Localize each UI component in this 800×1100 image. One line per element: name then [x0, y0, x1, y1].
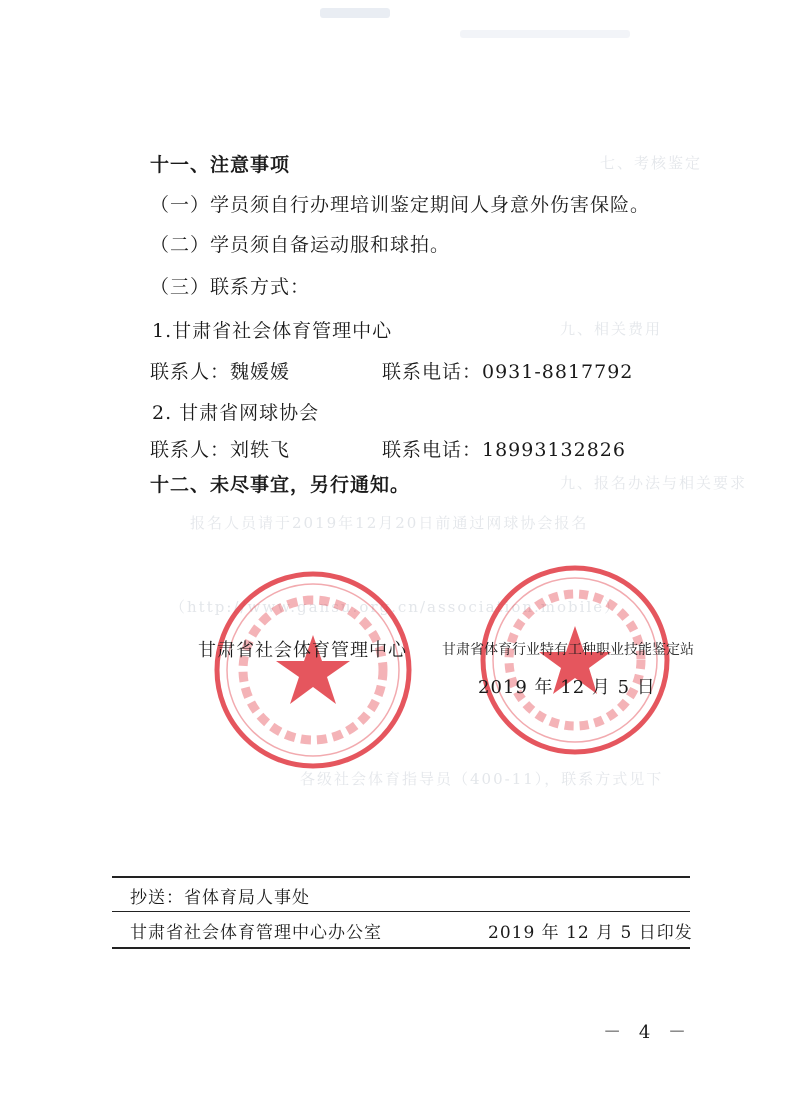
- issue-date: 2019 年 12 月 5 日: [478, 677, 656, 698]
- contact-person-2: 联系人：刘轶飞: [150, 439, 291, 461]
- page-number: － 4 －: [603, 1022, 692, 1043]
- bleed-mark: [320, 8, 390, 18]
- contact-org-2: 2. 甘肃省网球协会: [152, 402, 320, 424]
- footer-rule-bottom: [112, 947, 690, 949]
- issuer-name-1: 甘肃省社会体育管理中心: [198, 640, 407, 661]
- contact-phone-2: 联系电话：18993132826: [382, 439, 626, 461]
- section-11-title: 十一、注意事项: [150, 154, 291, 176]
- footer-rule-middle: [112, 911, 690, 912]
- issuing-office: 甘肃省社会体育管理中心办公室: [130, 923, 382, 943]
- bleed-mark: [460, 30, 630, 38]
- notice-item-1: （一）学员须自行办理培训鉴定期间人身意外伤害保险。: [150, 194, 651, 216]
- bleed-through-text: 各级社会体育指导员（400-11），联系方式见下: [300, 770, 664, 788]
- bleed-through-text: 九、相关费用: [560, 320, 663, 338]
- bleed-through-text: 九、报名办法与相关要求: [560, 474, 748, 492]
- official-seal-2: [475, 560, 675, 760]
- contact-org-1: 1.甘肃省社会体育管理中心: [152, 320, 393, 342]
- bleed-through-text: （http://www.gansu.org.cn/association.mobile）: [170, 598, 622, 616]
- issuer-name-2: 甘肃省体育行业特有工种职业技能鉴定站: [442, 642, 694, 658]
- section-12-title: 十二、未尽事宜，另行通知。: [150, 474, 411, 496]
- contact-person-1: 联系人：魏媛媛: [150, 361, 291, 383]
- notice-item-2: （二）学员须自备运动服和球拍。: [150, 234, 451, 256]
- official-seal-1: [208, 565, 418, 775]
- print-date: 2019 年 12 月 5 日印发: [488, 923, 693, 943]
- notice-item-3: （三）联系方式：: [150, 276, 311, 298]
- cc-line: 抄送：省体育局人事处: [130, 888, 310, 908]
- footer-rule-top: [112, 876, 690, 878]
- bleed-through-text: 报名人员请于2019年12月20日前通过网球协会报名: [190, 514, 589, 532]
- bleed-through-text: 七、考核鉴定: [600, 154, 703, 172]
- contact-phone-1: 联系电话：0931-8817792: [382, 361, 634, 383]
